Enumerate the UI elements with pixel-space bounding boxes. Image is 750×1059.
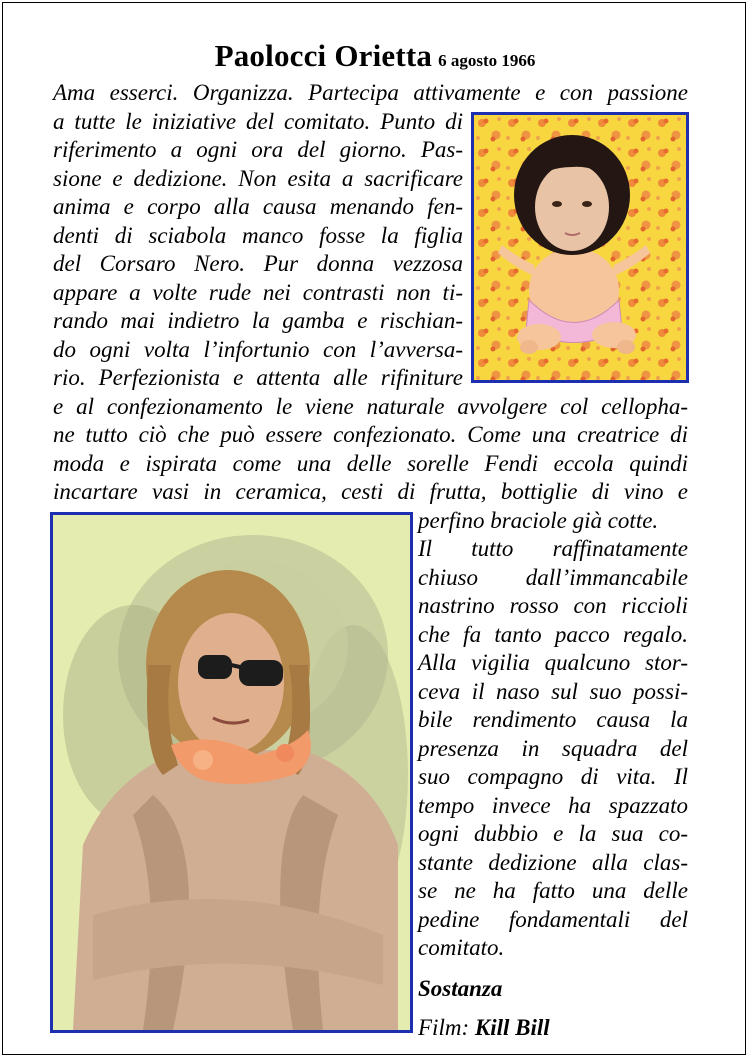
bio-line: a tutte le iniziative del comitato. Punto di — [53, 109, 463, 134]
bio-line: bile rendimento causa la — [418, 707, 688, 732]
bio-line: comitato. — [418, 935, 505, 960]
bio-line: rando mai indietro la gamba e rischian- — [53, 308, 463, 333]
bio-line: appare a volte rude nei contrasti non ti- — [53, 280, 463, 305]
bio-line: pedine fondamentali del — [418, 907, 688, 932]
bio-line: se ne ha fatto una delle — [418, 878, 688, 903]
bio-line: chiuso dall’immancabile — [418, 565, 688, 590]
bio-line: denti di sciabola manco fosse la figlia — [53, 223, 463, 248]
person-name: Paolocci Orietta — [214, 38, 433, 73]
film-line — [418, 1014, 550, 1042]
bio-line: del Corsaro Nero. Pur donna vezzosa — [53, 251, 463, 276]
bio-line: Alla vigilia qualcuno stor- — [418, 650, 688, 675]
bio-line: nastrino rosso con riccioli — [418, 593, 688, 618]
bio-line: moda e ispirata come una delle sorelle Fendi eccola quindi — [53, 451, 688, 476]
portrait-photo — [50, 512, 413, 1033]
bio-line: stante dedizione alla clas- — [418, 850, 688, 875]
bio-line: perfino braciole già cotte. — [418, 508, 659, 533]
bio-line: rio. Perfezionista e attenta alle rifiniture — [53, 365, 463, 390]
bio-line: riferimento a ogni ora del giorno. Pas- — [53, 137, 463, 162]
bio-line: do ogni volta l’infortunio con l’avversa- — [53, 337, 463, 362]
bio-line: sione e dedizione. Non esita a sacrificare — [53, 166, 463, 191]
baby-illustration — [474, 115, 686, 380]
bio-line: presenza in squadra del — [418, 736, 688, 761]
bio-line: Il tutto raffinatamente — [418, 536, 688, 561]
bio-line: tempo invece ha spazzato — [418, 793, 688, 818]
tagline: Sostanza — [418, 976, 503, 1001]
baby-photo — [471, 112, 689, 383]
bio-line: ne tutto ciò che può essere confezionato. Come una creatrice di — [53, 422, 688, 447]
bio-line: e al confezionamento le viene naturale avvolgere col cellopha- — [53, 394, 688, 419]
woman-portrait — [53, 515, 410, 1030]
film-label: Film: — [418, 1015, 470, 1040]
bio-line: Ama esserci. Organizza. Partecipa attivamente e con passione — [53, 80, 688, 105]
bio-line: suo compagno di vita. Il — [418, 764, 688, 789]
birth-date: 6 agosto 1966 — [438, 51, 536, 70]
film-title: Kill Bill — [474, 1015, 550, 1040]
page-title — [0, 38, 750, 74]
bio-line: incartare vasi in ceramica, cesti di frutta, bottiglie di vino e — [53, 479, 688, 504]
bio-line: ogni dubbio e la sua co- — [418, 821, 688, 846]
bio-line: ceva il naso sul suo possi- — [418, 679, 688, 704]
bio-line: che fa tanto pacco regalo. — [418, 622, 688, 647]
bio-line: anima e corpo alla causa menando fen- — [53, 194, 463, 219]
